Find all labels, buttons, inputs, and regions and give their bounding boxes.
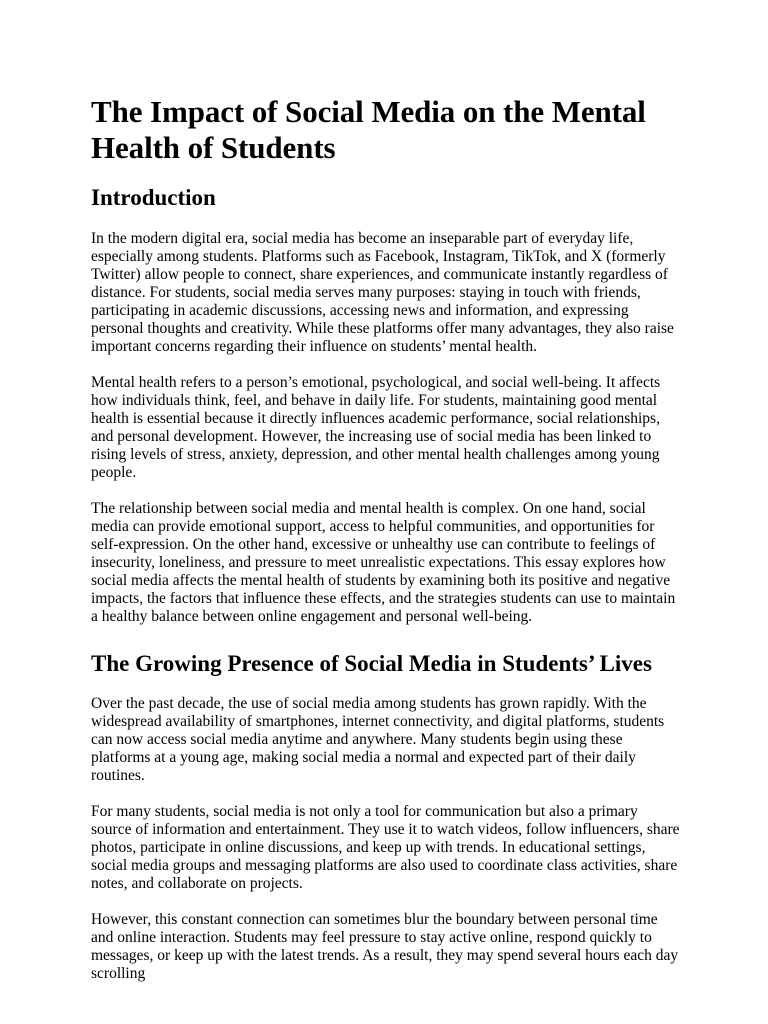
paragraph: In the modern digital era, social media has become an inseparable part of everyday life, especially among students. Platforms such as Facebook, Instagram, TikTok, and X (formerly Twitter) allow people to connect, share experiences, and communicate instantly regardless of distance. For students, social media serves many purposes: staying in touch with friends, participating in academic discussions, accessing news and information, and expressing personal thoughts and creativity. While these platforms offer many advantages, they also raise important concerns regarding their influence on students’ mental health. <box>91 229 674 355</box>
paragraph: Over the past decade, the use of social media among students has grown rapidly. With the widespread availability of smartphones, internet connectivity, and digital platforms, students can now access social media anytime and anywhere. Many students begin using these platforms at a young age, making social media a normal and expected part of their daily routines. <box>91 695 665 785</box>
paragraph: However, this constant connection can sometimes blur the boundary between personal time and online interaction. Students may feel pressure to stay active online, respond quickly to messages, or keep up with the latest trends. As a result, they may spend several hours each day scrolling <box>91 911 679 983</box>
paragraph: Mental health refers to a person’s emotional, psychological, and social well-being. It affects how individuals think, feel, and behave in daily life. For students, maintaining good mental health is essential because it directly influences academic performance, social relationships, and personal development. However, the increasing use of social media has been linked to rising levels of stress, anxiety, depression, and other mental health challenges among young people. <box>91 373 661 481</box>
document-title: The Impact of Social Media on the Mental Health of Students <box>91 94 646 165</box>
document-page <box>91 94 681 1001</box>
paragraph: For many students, social media is not only a tool for communication but also a primary source of information and entertainment. They use it to watch videos, follow influencers, share photos, participate in online discussions, and keep up with trends. In educational settings, social media groups and messaging platforms are also used to coordinate class activities, share notes, and collaborate on projects. <box>91 803 680 893</box>
section-heading-introduction: Introduction <box>91 184 216 210</box>
paragraph: The relationship between social media and mental health is complex. On one hand, social media can provide emotional support, access to helpful communities, and opportunities for self-expression. On the other hand, excessive or unhealthy use can contribute to feelings of insecurity, loneliness, and pressure to meet unrealistic expectations. This essay explores how social media affects the mental health of students by examining both its positive and negative impacts, the factors that influence these effects, and the strategies students can use to maintain a healthy balance between online engagement and personal well-being. <box>91 499 676 625</box>
section-heading-growing-presence: The Growing Presence of Social Media in Students’ Lives <box>91 650 652 676</box>
